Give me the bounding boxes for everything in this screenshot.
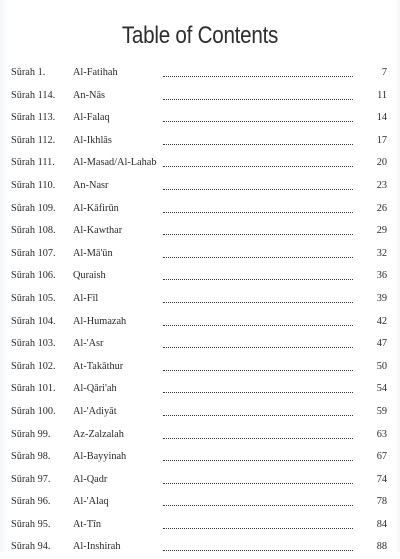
page-number: 11 [377,89,387,101]
surah-name: Al-Mā'ūn [73,247,113,259]
surah-name: Al-Humazah [73,315,127,327]
surah-number: Sūrah 103. [11,338,56,350]
page-number: 84 [376,518,387,530]
toc-row [0,469,400,492]
dot-leader [163,188,353,190]
toc-row [0,288,400,311]
page-number: 23 [376,179,387,191]
page-number: 14 [376,112,387,124]
page-number: 63 [376,428,387,440]
surah-number: Sūrah 113. [11,112,56,124]
toc-row [0,514,400,537]
surah-name: Al-'Alaq [73,496,109,508]
dot-leader [163,549,353,551]
surah-number: Sūrah 95. [11,518,51,530]
dot-leader [163,301,353,303]
surah-number: Sūrah 97. [11,473,51,485]
surah-number: Sūrah 104. [11,315,56,327]
page-number: 29 [376,225,387,237]
dot-leader [163,346,353,348]
page-number: 59 [376,405,387,417]
surah-number: Sūrah 101. [11,383,56,395]
page-number: 26 [376,202,387,214]
dot-leader [163,369,353,371]
surah-name: Al-Fīl [73,292,99,304]
page-number: 67 [376,451,387,463]
surah-name: Al-Kawthar [73,225,123,237]
surah-name: Al-'Asr [73,338,104,350]
surah-name: At-Takāthur [73,360,124,372]
surah-name: Az-Zalzalah [73,428,124,440]
toc-row [0,243,400,266]
surah-number: Sūrah 107. [11,247,56,259]
toc-row [0,401,400,424]
surah-name: Al-Kāfirūn [73,202,119,214]
surah-number: Sūrah 106. [11,270,56,282]
toc-row [0,265,400,288]
page-number: 32 [376,247,387,259]
surah-name: An-Nās [73,89,106,101]
toc-row [0,130,400,153]
surah-number: Sūrah 1. [11,67,46,78]
surah-number: Sūrah 111. [11,157,55,169]
surah-number: Sūrah 109. [11,202,56,214]
surah-number: Sūrah 105. [11,292,56,304]
surah-name: Al-Falaq [73,112,110,124]
page-number: 39 [376,292,387,304]
page-number: 42 [376,315,387,327]
dot-leader [163,211,353,213]
surah-name: Al-Qadr [73,473,108,485]
toc-row [0,62,400,85]
surah-name: Al-Inshirah [73,541,121,553]
dot-leader [163,504,353,506]
toc-row [0,152,400,175]
toc-list [0,62,400,559]
dot-leader [163,437,353,439]
toc-row [0,536,400,559]
toc-row [0,378,400,401]
dot-leader [163,75,353,77]
surah-name: Al-Qāri'ah [73,383,117,395]
surah-number: Sūrah 94. [11,541,51,553]
surah-number: Sūrah 108. [11,225,56,237]
dot-leader [163,391,353,393]
dot-leader [163,120,353,122]
surah-name: An-Nasr [73,179,109,191]
toc-row [0,356,400,379]
dot-leader [163,324,353,326]
toc-row [0,311,400,334]
dot-leader [163,98,353,100]
surah-number: Sūrah 102. [11,360,56,372]
dot-leader [163,527,353,529]
toc-row [0,424,400,447]
surah-name: Al-Ikhlās [73,134,112,146]
surah-number: Sūrah 96. [11,496,51,508]
surah-number: Sūrah 98. [11,451,51,463]
toc-row [0,198,400,221]
page-number: 17 [376,134,387,146]
surah-number: Sūrah 99. [11,428,51,440]
surah-name: At-Tīn [73,518,102,530]
dot-leader [163,482,353,484]
surah-number: Sūrah 100. [11,405,56,417]
toc-row [0,491,400,514]
toc-row [0,333,400,356]
page-number: 7 [381,67,387,78]
page-number: 78 [376,496,387,508]
surah-name: Quraish [73,270,106,282]
dot-leader [163,414,353,416]
surah-number: Sūrah 110. [11,179,56,191]
toc-row [0,85,400,108]
toc-row [0,175,400,198]
page-number: 74 [376,473,387,485]
toc-row [0,107,400,130]
dot-leader [163,143,353,145]
dot-leader [163,165,353,167]
page-number: 20 [376,157,387,169]
dot-leader [163,278,353,280]
surah-name: Al-Masad/Al-Lahab [73,157,157,169]
surah-number: Sūrah 112. [11,134,56,146]
surah-number: Sūrah 114. [11,89,56,101]
page-title: Table of Contents [121,22,279,49]
dot-leader [163,233,353,235]
page-number: 88 [376,541,387,553]
page-number: 54 [376,383,387,395]
dot-leader [163,459,353,461]
dot-leader [163,256,353,258]
surah-name: Al-Bayyinah [73,451,127,463]
toc-row [0,446,400,469]
toc-row [0,220,400,243]
page-number: 47 [376,338,387,350]
page-number: 36 [376,270,387,282]
page-number: 50 [376,360,387,372]
surah-name: Al-Fatihah [73,67,118,78]
surah-name: Al-'Adiyāt [73,405,117,417]
